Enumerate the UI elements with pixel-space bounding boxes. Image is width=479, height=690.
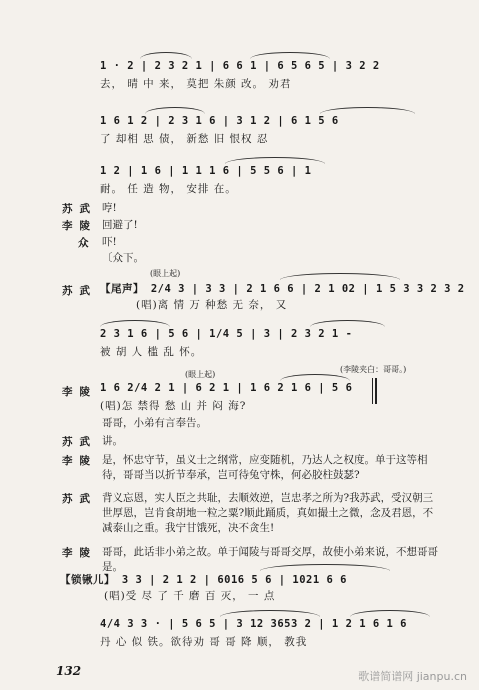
lyrics: 去， 晴 中 来， 莫把 朱颜 改。 劝君 — [100, 78, 292, 90]
speaker: 苏武 — [62, 285, 97, 297]
dialog-line: 哥哥，小弟有言奉告。 — [102, 417, 207, 429]
notes: 1 6 1 2 | 2 3 1 6 | 3 1 2 | 6 1 5 6 — [100, 115, 339, 127]
barline — [375, 378, 377, 404]
lyrics: (唱)离 情 万 种愁 无 奈， 又 — [136, 299, 288, 311]
lyrics: 丹 心 似 铁。欲待劝 哥 哥 降 顺， 教我 — [100, 636, 308, 648]
tune-tag: 【锁锹儿】 — [60, 574, 115, 586]
aria2-row-1 — [100, 380, 380, 416]
notation-row-3 — [100, 163, 430, 199]
dialog-line: 哥哥，此话非小弟之故。单于闻陵与哥哥交厚，故使小弟来说，不想哥哥是。 — [102, 546, 438, 573]
slur — [145, 107, 205, 114]
dialog-line: 背义忘恩，实人臣之共耻，去顺效逆，岂忠孝之所为?我苏武，受汉朝三世厚恩，岂肯食胡地一粒之粟?顺此踊质，真如撮土之微，念及君恩，不减泰山之重。我宁甘饿死，决不贪生! — [102, 492, 434, 534]
lyrics: 了 却相 思 债， 新愁 旧 恨权 忍 — [100, 133, 269, 145]
slur — [320, 107, 415, 114]
slur — [140, 52, 192, 59]
notes-text: 3 3 | 2 1 2 | 6016 5 6 | 1021 6 6 — [121, 574, 347, 586]
slur — [350, 610, 430, 617]
dialog-line: 哼! — [102, 202, 117, 214]
page-number: 132 — [56, 664, 82, 678]
slur — [280, 374, 350, 381]
notes: 2 3 1 6 | 5 6 | 1/4 5 | 3 | 2 3 2 1 - — [100, 328, 353, 340]
aria3-row-2 — [100, 616, 440, 652]
slur — [225, 157, 325, 164]
notes: 1 2 | 1 6 | 1 1 1 6 | 5 5 6 | 1 — [100, 165, 312, 177]
slur — [310, 320, 385, 327]
slur — [220, 610, 320, 617]
speaker: 李陵 — [62, 386, 97, 398]
stage-direction: 〔众下。 — [102, 252, 144, 264]
notes: 1 6 2/4 2 1 | 6 2 1 | 1 6 2 1 6 | 5 6 — [100, 382, 353, 394]
dialog-line: 回避了! — [102, 219, 138, 231]
speaker: 苏武 — [62, 436, 97, 448]
lyrics: 耐。 任 造 物， 安排 在。 — [100, 183, 237, 195]
lyrics: 被 胡 人 槛 乱 怀。 — [100, 346, 203, 358]
barline — [372, 378, 373, 404]
aria1-row-2 — [100, 326, 440, 362]
notes: 4/4 3 3 · | 5 6 5 | 3 12 3653 2 | 1 2 1 6 1 6 — [100, 618, 407, 630]
dialog-line: 讲。 — [102, 435, 123, 447]
slur — [100, 320, 170, 327]
speaker: 李陵 — [62, 455, 97, 467]
lyrics: (唱)受 尽 了 千 磨 百 灭， 一 点 — [104, 590, 276, 602]
notes — [60, 572, 347, 587]
speaker: 众 — [78, 237, 96, 249]
slur — [280, 273, 400, 280]
notes: 1 · 2 | 2 3 2 1 | 6 6 1 | 6 5 6 5 | 3 2 2 — [100, 60, 380, 72]
speaker: 李陵 — [62, 547, 97, 559]
annotation: (眼上起) — [185, 370, 216, 379]
tune-tag: 【尾声】 — [100, 283, 144, 295]
dialog-line: 吓! — [102, 236, 117, 248]
slur — [250, 52, 330, 59]
dialog-line: 是，怀忠守节，虽义士之纲常，应变随机，乃达人之权度。单于这等相待，哥哥当以折节奉承，岂可待兔守株，何必胶柱鼓瑟? — [102, 454, 428, 481]
aside: (李陵夹白：哥哥。) — [340, 365, 407, 374]
speaker: 苏武 — [62, 203, 97, 215]
aria1-row-1 — [100, 279, 465, 315]
notes — [100, 281, 465, 296]
notation-row-1 — [100, 58, 430, 94]
watermark: 歌谱简谱网 jianpu.cn — [358, 670, 467, 683]
lyrics: (唱)怎 禁得 愁 山 并 闷 海? — [100, 400, 247, 412]
notation-row-2 — [100, 113, 430, 149]
notes-text: 2/4 3 | 3 3 | 2 1 6 6 | 2 1 02 | 1 5 3 3 2 3 2 — [150, 283, 465, 295]
annotation: (眼上起) — [150, 269, 181, 278]
aria3-row-1 — [60, 570, 440, 606]
speaker: 李陵 — [62, 220, 97, 232]
speaker: 苏武 — [62, 493, 97, 505]
slur — [260, 564, 390, 571]
